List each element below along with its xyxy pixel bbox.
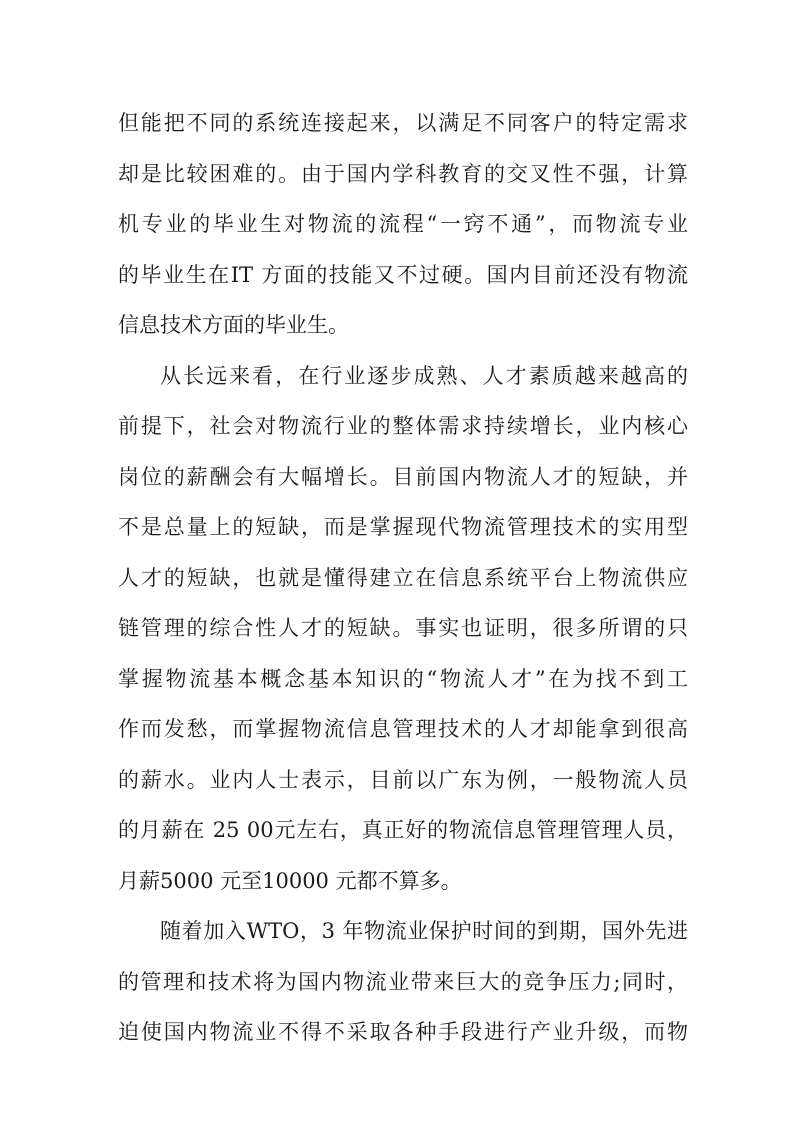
paragraph-line: 信息技术方面的毕业生。: [118, 313, 349, 337]
body-text: [118, 98, 688, 1058]
paragraph-line: 前提下，社会对物流行业的整体需求持续增长，业内核心: [118, 414, 688, 438]
paragraph-line: 的毕业生在IT 方面的技能又不过硬。国内目前还没有物流: [118, 262, 688, 287]
paragraph-line: 不是总量上的短缺，而是掌握现代物流管理技术的实用型: [118, 515, 688, 539]
paragraph-line: 的月薪在 25 00元左右，真正好的物流信息管理管理人员，: [118, 818, 688, 842]
paragraph-line: 链管理的综合性人才的短缺。事实也证明，很多所谓的只: [118, 616, 688, 640]
paragraph-line: 机专业的毕业生对物流的流程“一窍不通”，而物流专业: [118, 212, 688, 236]
paragraph-line: 人才的短缺，也就是懂得建立在信息系统平台上物流供应: [118, 565, 688, 590]
paragraph-line: 迫使国内物流业不得不采取各种手段进行产业升级，而物: [118, 1020, 688, 1044]
paragraph-line: 的薪水。业内人士表示，目前以广东为例，一般物流人员: [118, 767, 688, 792]
paragraph-line: 作而发愁，而掌握物流信息管理技术的人才却能拿到很高: [118, 717, 688, 741]
paragraph-line: 随着加入WTO，3 年物流业保护时间的到期，国外先进: [160, 919, 688, 943]
paragraph-line: 的管理和技术将为国内物流业带来巨大的竞争压力;同时，: [118, 969, 688, 994]
paragraph-line: 月薪5000 元至10000 元都不算多。: [118, 868, 462, 893]
paragraph-line: 但能把不同的系统连接起来，以满足不同客户的特定需求: [118, 111, 688, 135]
paragraph-line: 岗位的薪酬会有大幅增长。目前国内物流人才的短缺，并: [118, 464, 688, 489]
paragraph-line: 从长远来看，在行业逐步成熟、人才素质越来越高的: [160, 363, 688, 388]
paragraph-line: 掌握物流基本概念基本知识的“物流人才”在为找不到工: [118, 666, 688, 691]
paragraph-line: 却是比较困难的。由于国内学科教育的交叉性不强，计算: [118, 161, 688, 186]
